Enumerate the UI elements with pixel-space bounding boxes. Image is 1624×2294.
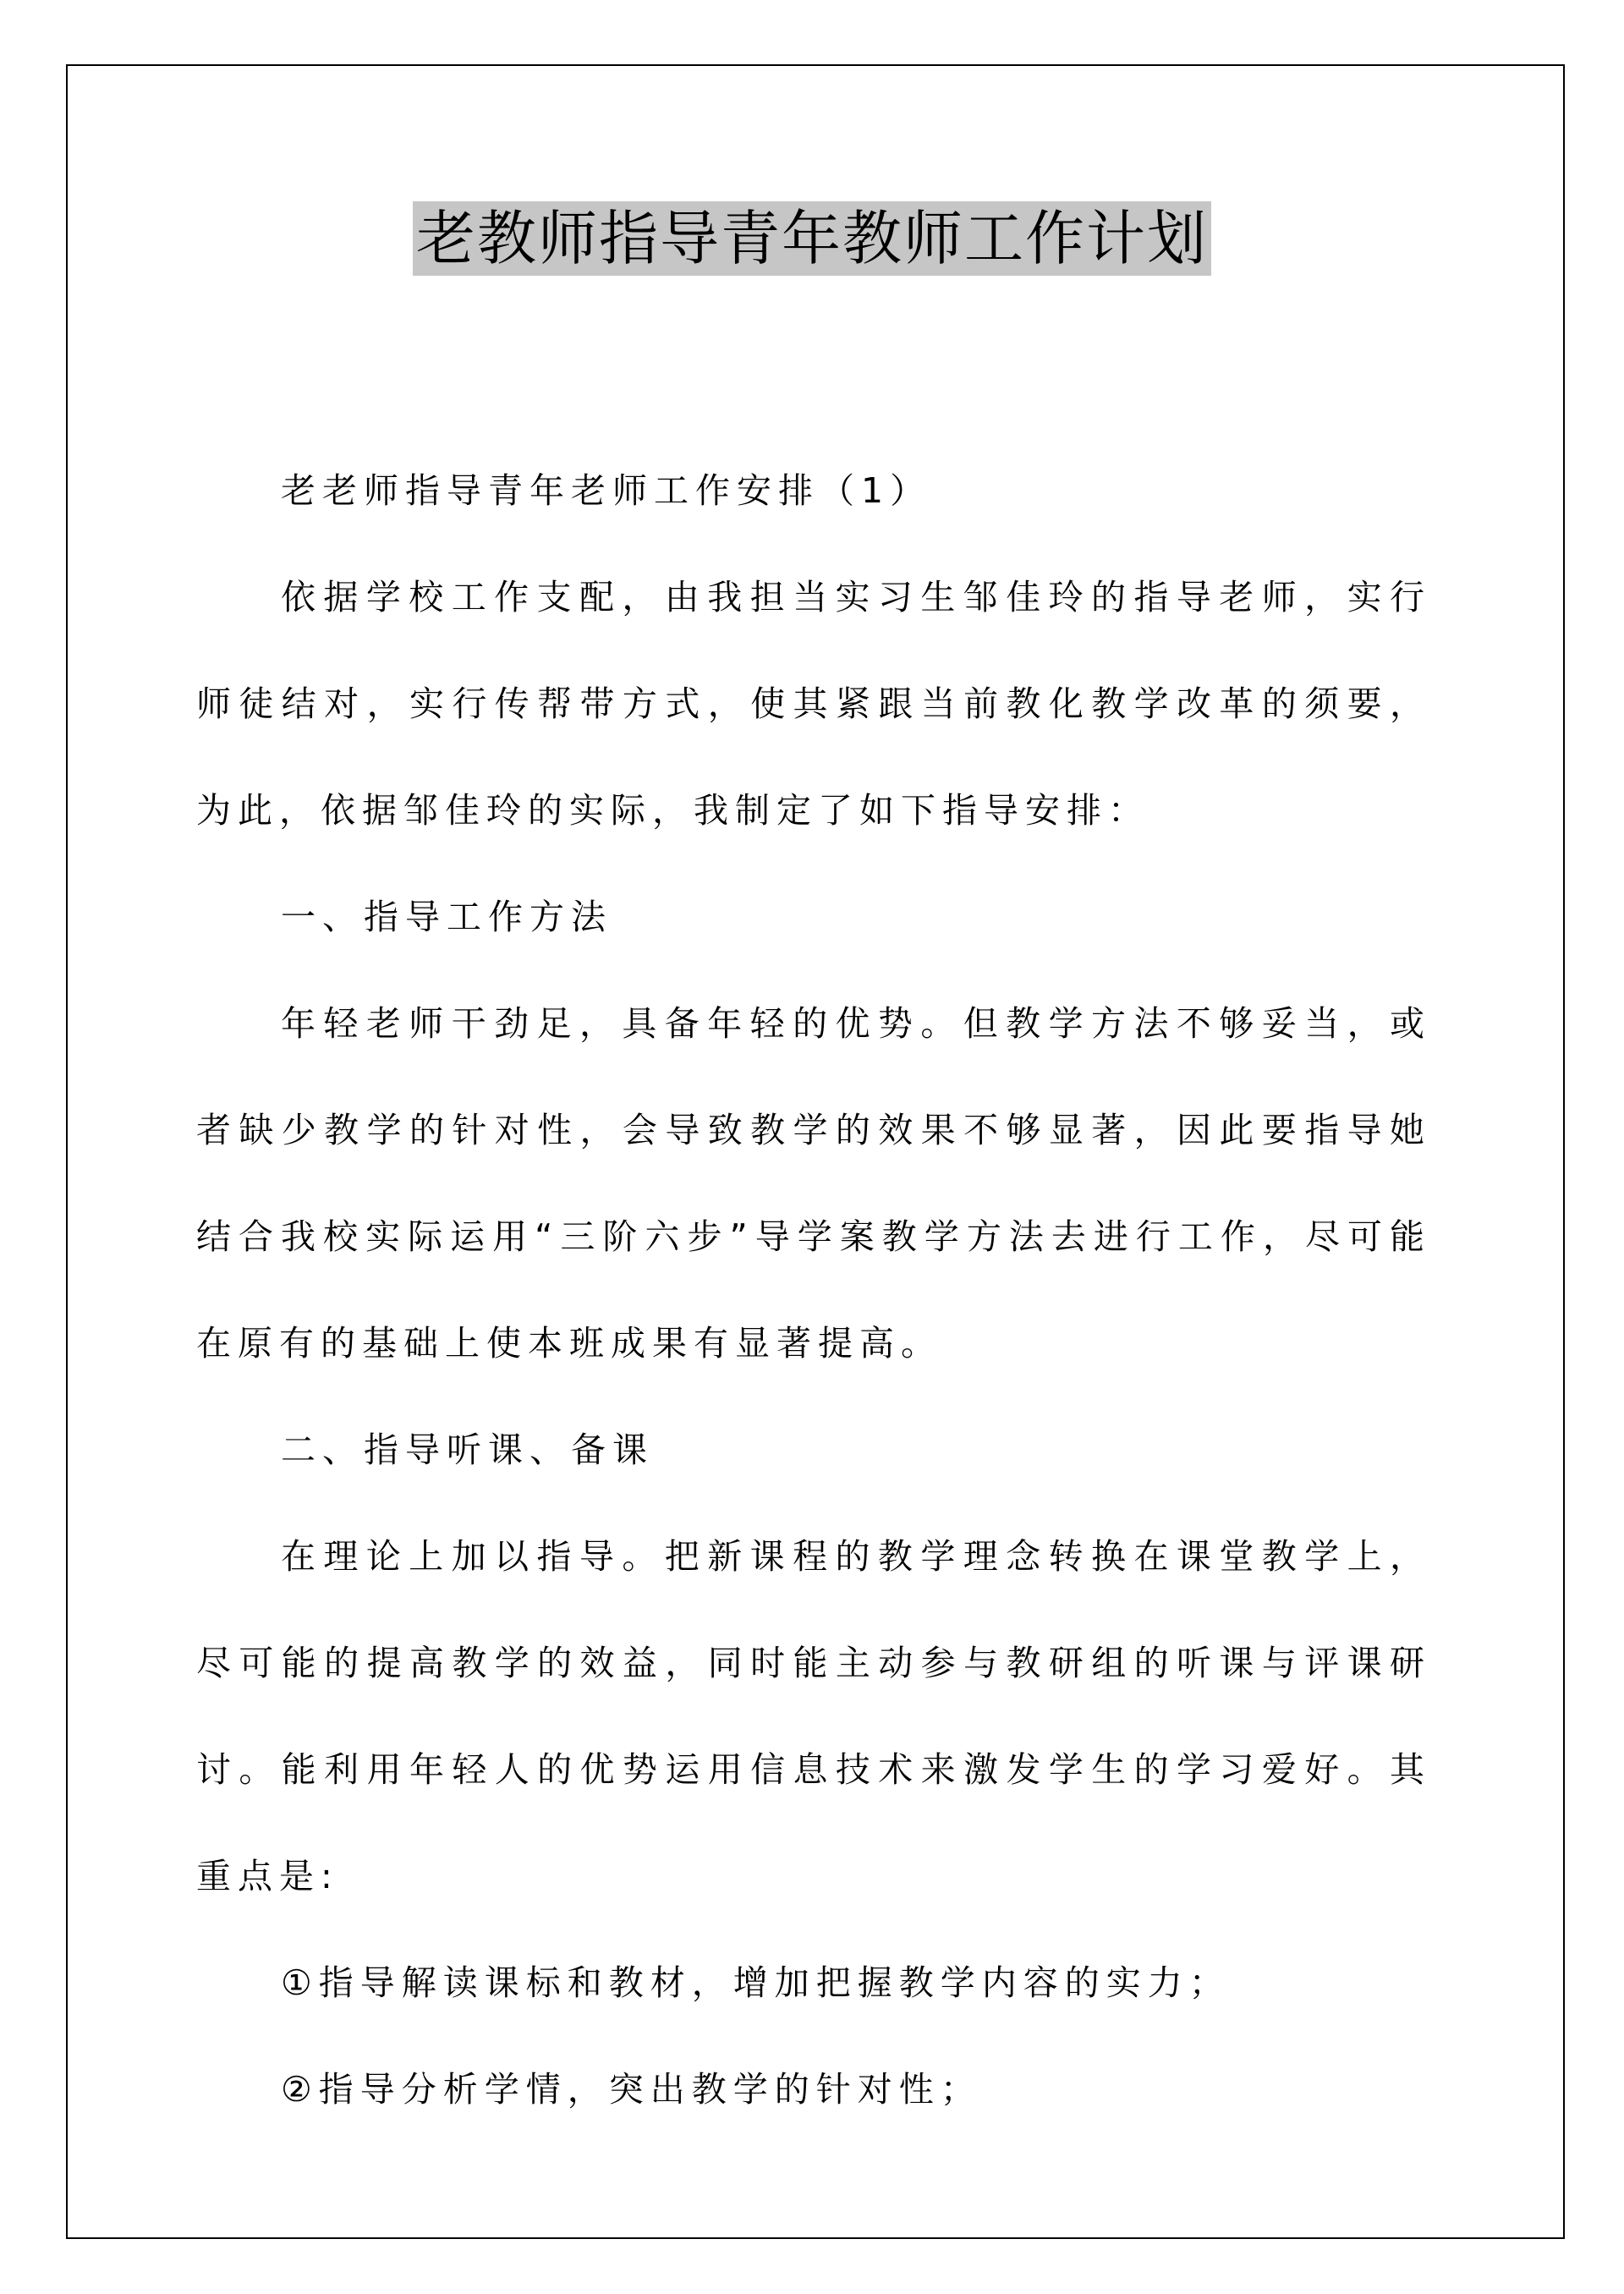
document-title: 老教师指导青年教师工作计划 [413,201,1211,276]
section-heading: 二、指导听课、备课 [281,1430,654,1470]
title-area [0,201,1624,276]
paragraph: 依据学校工作支配，由我担当实习生邹佳玲的指导老师，实行师徒结对，实行传帮带方式，使其紧跟当前教化教学改革的须要，为此，依据邹佳玲的实际，我制定了如下指导安排： [196,577,1431,831]
list-item: ②指导分析学情，突出教学的针对性； [281,2069,982,2110]
list-item: ①指导解读课标和教材，增加把握教学内容的实力； [281,1962,1231,2003]
section-heading: 一、指导工作方法 [281,897,612,937]
paragraph: 老老师指导青年老师工作安排（1） [281,470,932,511]
paragraph: 年轻老师干劲足，具备年轻的优势。但教学方法不够妥当，或者缺少教学的针对性，会导致教学的效果不够显著，因此要指导她结合我校实际运用“三阶六步”导学案教学方法去进行工作，尽可能在原有的基础上使本班成果有显著提高。 [196,1003,1431,1364]
document-body [196,437,1431,2143]
paragraph: 在理论上加以指导。把新课程的教学理念转换在课堂教学上，尽可能的提高教学的效益，同时能主动参与教研组的听课与评课研讨。能利用年轻人的优势运用信息技术来激发学生的学习爱好。其重点是: [196,1536,1431,1896]
